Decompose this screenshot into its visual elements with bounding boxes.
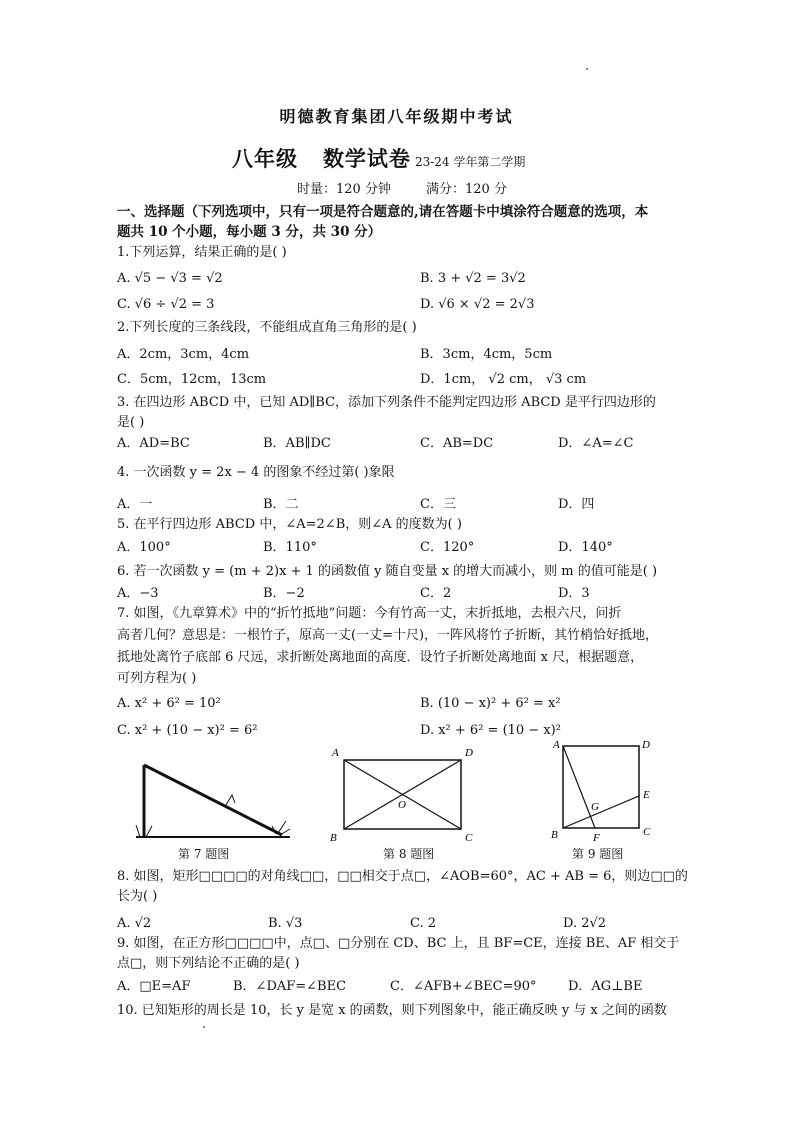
q7-option-c: C. x² + (10 − x)² = 6² (117, 723, 258, 738)
scan-dot (586, 68, 588, 70)
exam-title (232, 146, 525, 171)
q6-option-c: C．2 (420, 586, 452, 601)
q8-option-d: D. 2√2 (563, 916, 607, 931)
q5-option-d: D．140° (558, 540, 613, 555)
q1-option-a: A. √5 − √3 = √2 (117, 271, 223, 286)
square-abcd (563, 746, 639, 828)
q6-stem: 6. 若一次函数 y = (m + 2)x + 1 的函数值 y 随自变量 x 的增大而减小，则 m 的值可能是( ) (117, 564, 658, 579)
q4-option-b: B．二 (263, 497, 299, 512)
section-title-line1: 一、选择题（下列选项中，只有一项是符合题意的,请在答题卡中填涂符合题意的选项，本 (117, 204, 649, 220)
q3-stem-line2: 是( ) (117, 415, 145, 430)
figure-9-square-diagram (548, 736, 660, 844)
grade-label: 八年级 (232, 146, 298, 171)
q2-stem: 2.下列长度的三条线段，不能组成直角三角形的是( ) (117, 320, 417, 335)
q6-option-d: D．3 (558, 586, 590, 601)
q5-stem: 5. 在平行四边形 ABCD 中，∠A=2∠B，则∠A 的度数为( ) (117, 517, 462, 532)
q8-option-c: C. 2 (410, 916, 437, 931)
q9-option-a: A．□E=AF (117, 979, 191, 994)
q7-option-b: B. (10 − x)² + 6² = x² (420, 696, 561, 711)
fig9-label-a: A (553, 739, 560, 751)
q5-option-a: A．100° (117, 540, 171, 555)
fig9-label-c: C (643, 826, 651, 838)
fig9-label-d: D (642, 739, 650, 751)
figure-8-rectangle-diagram (326, 742, 478, 844)
grass-left (136, 825, 140, 837)
q4-option-c: C．三 (420, 497, 456, 512)
school-title: 明德教育集团八年级期中考试 (279, 107, 514, 126)
figure-8-caption: 第 8 题图 (383, 847, 435, 861)
q2-option-d: D．1cm， √2 cm， √3 cm (420, 372, 587, 387)
time-label: 时量：120 分钟 (297, 182, 391, 197)
q5-option-b: B．110° (263, 540, 317, 555)
figure-7-bamboo-diagram (130, 755, 295, 845)
fig9-label-e: E (643, 789, 650, 801)
q1-option-c: C. √6 ÷ √2 = 3 (117, 297, 215, 312)
fig8-label-b: B (330, 832, 337, 844)
grass-left-2 (146, 826, 152, 837)
q7-line2: 高者几何？意思是：一根竹子，原高一丈(一丈=十尺)，一阵风将竹子折断，其竹梢恰好抵地， (117, 628, 659, 643)
fig8-label-o: O (398, 799, 406, 811)
q6-option-b: B．−2 (263, 586, 305, 601)
bamboo-broken-top-line (144, 765, 282, 835)
q8-option-b: B. √3 (268, 916, 303, 931)
leaf-mark (226, 795, 235, 805)
q2-option-b: B．3cm，4cm，5cm (420, 347, 553, 362)
fig9-label-g: G (591, 801, 599, 813)
q1-stem: 1.下列运算，结果正确的是( ) (117, 245, 287, 260)
q7-line4: 可列方程为( ) (117, 671, 197, 686)
segment-af (563, 746, 595, 828)
q7-line3: 抵地处离竹子底部 6 尺远，求折断处离地面的高度．设竹子折断处离地面 x 尺，根据题意， (117, 650, 644, 665)
figure-7-caption: 第 7 题图 (178, 847, 230, 861)
q8-stem-line1: 8. 如图，矩形□□□□的对角线□□，□□相交于点□，∠AOB=60°，AC + AB = 6，则边□□的 (117, 869, 688, 884)
q3-stem-line1: 3. 在四边形 ABCD 中，已知 AD∥BC，添加下列条件不能判定四边形 ABCD 是平行四边形的 (117, 395, 656, 410)
q3-option-b: B．AB∥DC (263, 436, 331, 451)
segment-be (563, 796, 639, 828)
score-label: 满分：120 分 (426, 182, 507, 197)
section-title-line2: 题共 10 个小题，每小题 3 分，共 30 分） (117, 224, 382, 240)
q10-stem: 10. 已知矩形的周长是 10，长 y 是宽 x 的函数，则下列图象中，能正确反映 y 与 x 之间的函数 (117, 1003, 667, 1018)
scan-dot (203, 1026, 205, 1028)
q1-option-b: B. 3 + √2 = 3√2 (420, 271, 526, 286)
q7-option-d: D. x² + 6² = (10 − x)² (420, 723, 561, 738)
fig8-label-d: D (465, 747, 473, 759)
q4-option-d: D．四 (558, 497, 595, 512)
q2-option-a: A．2cm，3cm，4cm (117, 347, 250, 362)
q3-option-c: C．AB=DC (420, 436, 494, 451)
q9-stem-line2: 点□，则下列结论不正确的是( ) (117, 956, 300, 971)
q4-stem: 4. 一次函数 y = 2x − 4 的图象不经过第( )象限 (117, 465, 395, 480)
q5-option-c: C．120° (420, 540, 475, 555)
fig8-label-c: C (465, 832, 473, 844)
q9-stem-line1: 9. 如图，在正方形□□□□中，点□、□分别在 CD、BC 上，且 BF=CE，连接 BE、AF 相交于 (117, 936, 680, 951)
fig9-label-f: F (593, 832, 600, 844)
term-label: 23-24 学年第二学期 (414, 155, 526, 169)
q9-option-c: C．∠AFB+∠BEC=90° (390, 979, 537, 994)
fig8-label-a: A (332, 747, 339, 759)
fig9-label-b: B (551, 829, 558, 841)
subject-label: 数学试卷 (322, 146, 411, 171)
q2-option-c: C．5cm，12cm，13cm (117, 372, 267, 387)
q1-option-d: D. √6 × √2 = 2√3 (420, 297, 535, 312)
q7-line1: 7. 如图，《九章算术》中的“折竹抵地”问题：今有竹高一丈，末折抵地，去根六尺，问折 (117, 606, 622, 621)
q3-option-d: D．∠A=∠C (558, 436, 634, 451)
q8-stem-line2: 长为( ) (117, 889, 158, 904)
figure-9-caption: 第 9 题图 (572, 847, 624, 861)
q4-option-a: A．一 (117, 497, 153, 512)
q6-option-a: A．−3 (117, 586, 159, 601)
q8-option-a: A. √2 (117, 916, 152, 931)
q7-option-a: A. x² + 6² = 10² (117, 696, 221, 711)
q3-option-a: A．AD=BC (117, 436, 190, 451)
q9-option-b: B．∠DAF=∠BEC (233, 979, 347, 994)
q9-option-d: D．AG⊥BE (568, 979, 643, 994)
